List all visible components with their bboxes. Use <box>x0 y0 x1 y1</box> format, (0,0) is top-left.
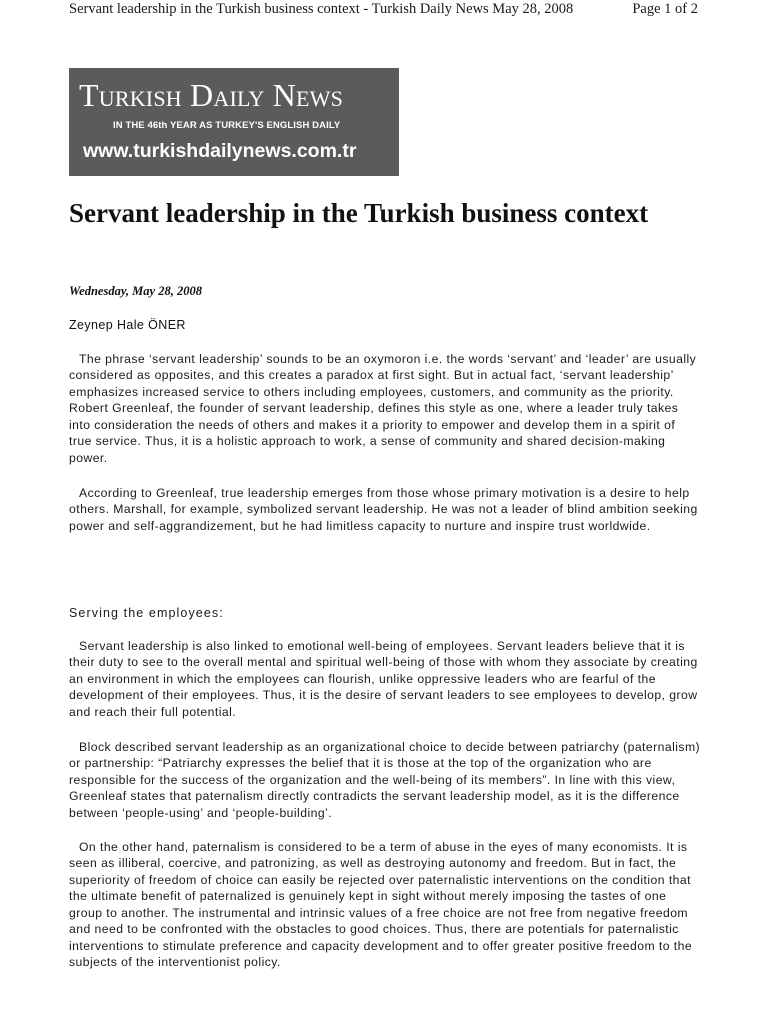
running-header <box>69 0 701 22</box>
newspaper-masthead-logo <box>69 68 399 176</box>
article-paragraph: According to Greenleaf, true leadership emerges from those whose primary motivation is a desire to help others. Marshall, for example, symbolized servant leadership. He was not a leader of blind ambition seeking power and self-aggrandizement, but he had limitless capacity to nurture and inspire trust worldwide. <box>69 486 698 533</box>
page-number: Page 1 of 2 <box>632 1 698 17</box>
article-author: Zeynep Hale ÖNER <box>69 318 186 332</box>
article-title: Servant leadership in the Turkish business context <box>69 198 649 228</box>
masthead-name: Turkish Daily News <box>79 77 344 113</box>
section-heading: Serving the employees: <box>69 606 224 620</box>
masthead-tagline: IN THE 46th YEAR AS TURKEY'S ENGLISH DAILY <box>113 120 341 131</box>
masthead-url: www.turkishdailynews.com.tr <box>83 140 357 162</box>
article-date: Wednesday, May 28, 2008 <box>69 284 202 298</box>
article-paragraph: Block described servant leadership as an organizational choice to decide between patriarchy (paternalism) or partnership: “Patriarchy expresses the belief that it is those at the top of the organization who are responsible for the success of the organization and the well-being of its members”. In line with this view, Greenleaf states that paternalism directly contradicts the servant leadership model, as it is the difference between ‘people-using’ and ‘people-building’. <box>69 740 701 820</box>
article-paragraph: Servant leadership is also linked to emotional well-being of employees. Servant leaders believe that it is their duty to see to the overall mental and spiritual well-being of those with whom they associate by creating an environment in which the employees can flourish, unlike oppressive leaders who are fearful of the development of their employees. Thus, it is the desire of servant leaders to see employees to develop, grow and reach their full potential. <box>69 639 698 719</box>
running-header-title: Servant leadership in the Turkish business context - Turkish Daily News May 28, 2008 <box>69 1 574 17</box>
article-paragraph: On the other hand, paternalism is considered to be a term of abuse in the eyes of many economists. It is seen as illiberal, coercive, and patronizing, as well as destroying autonomy and freedom. But in fact, the superiority of freedom of choice can easily be rejected over paternalistic interventions on the condition that the ultimate benefit of paternalized is genuinely kept in sight without merely imposing the tastes of one group to another. The instrumental and intrinsic values of a free choice are not free from negative freedom and need to be confronted with the obstacles to good choices. Thus, there are potentials for paternalistic interventions to stimulate preference and capacity development and to offer greater positive freedom to the subjects of the interventionist policy. <box>69 840 693 970</box>
article-paragraph: The phrase ‘servant leadership’ sounds to be an oxymoron i.e. the words ‘servant’ and ‘leader’ are usually considered as opposites, and this creates a paradox at first sight. But in actual fact, ‘servant leadership’ emphasizes increased service to others including employees, customers, and community as the priority. Robert Greenleaf, the founder of servant leadership, defines this style as one, where a leader truly takes into consideration the needs of others and makes it a priority to empower and develop them in a spirit of true service. Thus, it is a holistic approach to work, a sense of community and shared decision-making power. <box>69 352 697 465</box>
